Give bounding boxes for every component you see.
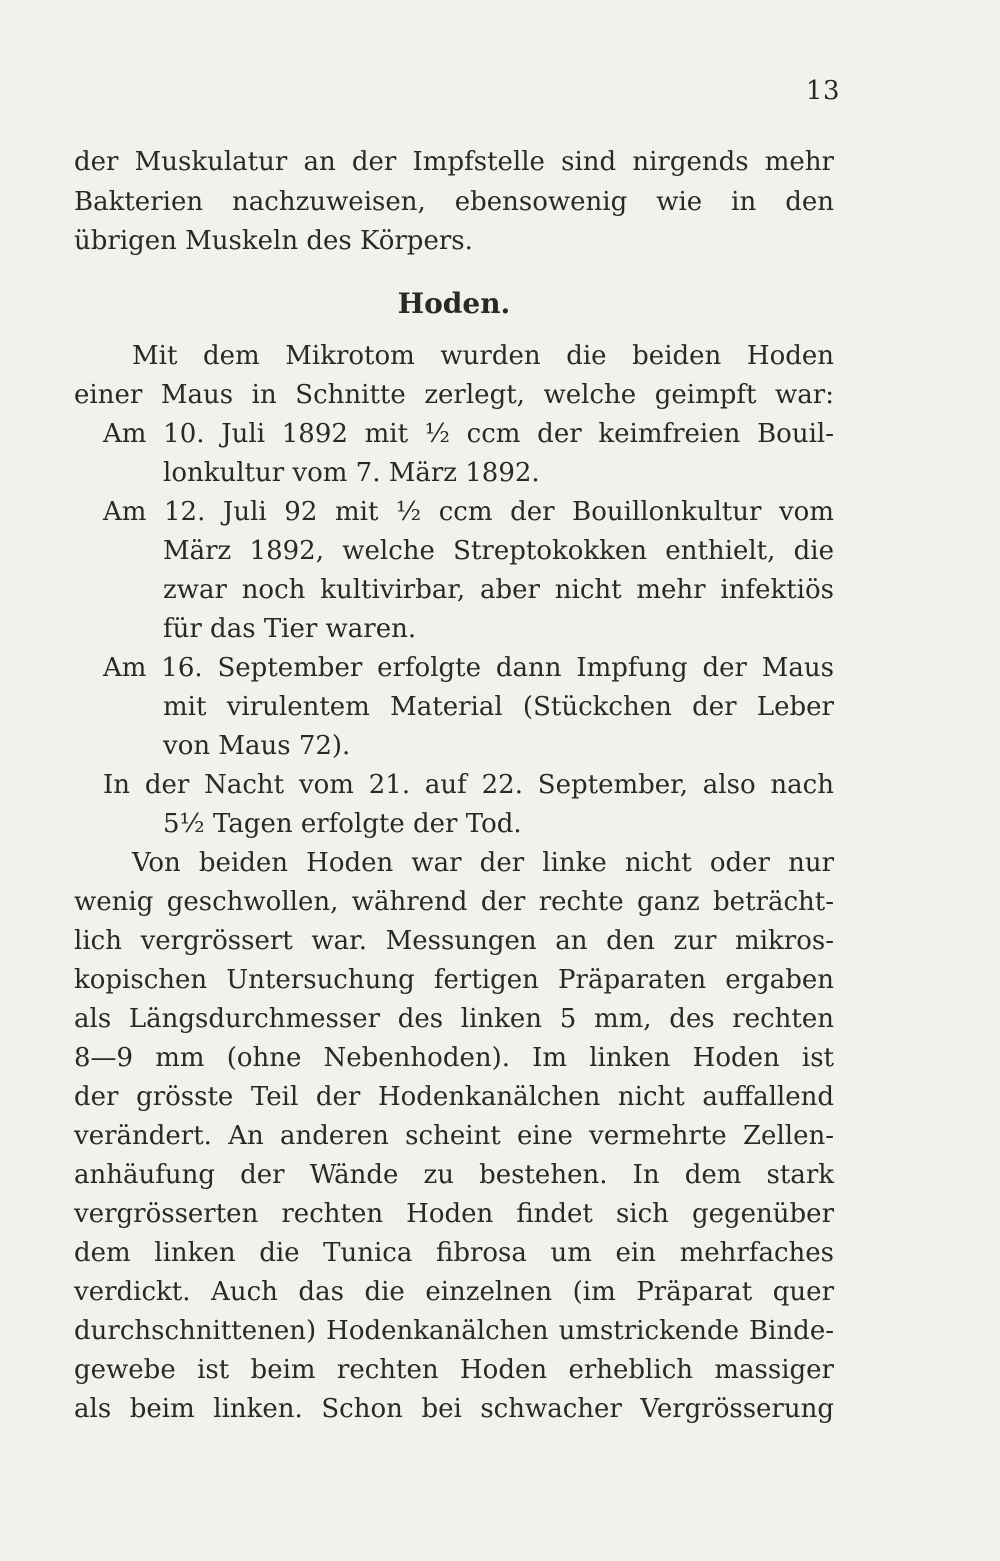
text-line: von Maus 72). <box>163 731 351 761</box>
text-line: 5½ Tagen erfolgte der Tod. <box>163 809 522 839</box>
text-line: Am 10. Juli 1892 mit ½ ccm der keimfreien Bouil- <box>103 419 834 449</box>
text-line: gewebe ist beim rechten Hoden erheblich massiger <box>74 1355 834 1385</box>
text-line: einer Maus in Schnitte zerlegt, welche geimpft war: <box>74 380 834 410</box>
text-line: In der Nacht vom 21. auf 22. September, also nach <box>103 770 834 800</box>
text-line: anhäufung der Wände zu bestehen. In dem stark <box>74 1160 834 1190</box>
section-heading: Hoden. <box>397 287 511 320</box>
text-line: durchschnittenen) Hodenkanälchen umstrickende Binde- <box>74 1316 834 1346</box>
text-line: Am 16. September erfolgte dann Impfung der Maus <box>103 653 834 683</box>
text-line: für das Tier waren. <box>163 614 417 644</box>
text-line: dem linken die Tunica fibrosa um ein mehrfaches <box>74 1238 834 1268</box>
text-line: wenig geschwollen, während der rechte ganz beträcht- <box>74 887 834 917</box>
text-line: zwar noch kultivirbar, aber nicht mehr infektiös <box>163 575 834 605</box>
text-line: verdickt. Auch das die einzelnen (im Präparat quer <box>74 1277 834 1307</box>
text-line: kopischen Untersuchung fertigen Präparaten ergaben <box>74 965 834 995</box>
text-line: mit virulentem Material (Stückchen der Leber <box>163 692 834 722</box>
text-line: Bakterien nachzuweisen, ebensowenig wie in den <box>74 187 834 217</box>
text-line: lich vergrössert war. Messungen an den zur mikros- <box>74 926 834 956</box>
text-line: vergrösserten rechten Hoden findet sich gegenüber <box>74 1199 834 1229</box>
text-line: der Muskulatur an der Impfstelle sind nirgends mehr <box>74 147 834 177</box>
text-line: Am 12. Juli 92 mit ½ ccm der Bouillonkultur vom <box>103 497 834 527</box>
text-line: 8—9 mm (ohne Nebenhoden). Im linken Hoden ist <box>74 1043 834 1073</box>
text-line: der grösste Teil der Hodenkanälchen nicht auffallend <box>74 1082 834 1112</box>
text-line: verändert. An anderen scheint eine vermehrte Zellen- <box>74 1121 834 1151</box>
text-line: als Längsdurchmesser des linken 5 mm, des rechten <box>74 1004 834 1034</box>
text-line: Von beiden Hoden war der linke nicht oder nur <box>132 848 834 878</box>
text-line: lonkultur vom 7. März 1892. <box>163 458 540 488</box>
text-line: als beim linken. Schon bei schwacher Vergrösserung <box>74 1394 834 1424</box>
text-line: Mit dem Mikrotom wurden die beiden Hoden <box>132 341 834 371</box>
text-line: übrigen Muskeln des Körpers. <box>74 226 473 256</box>
text-line: März 1892, welche Streptokokken enthielt, die <box>163 536 834 566</box>
page-number: 13 <box>805 76 840 106</box>
